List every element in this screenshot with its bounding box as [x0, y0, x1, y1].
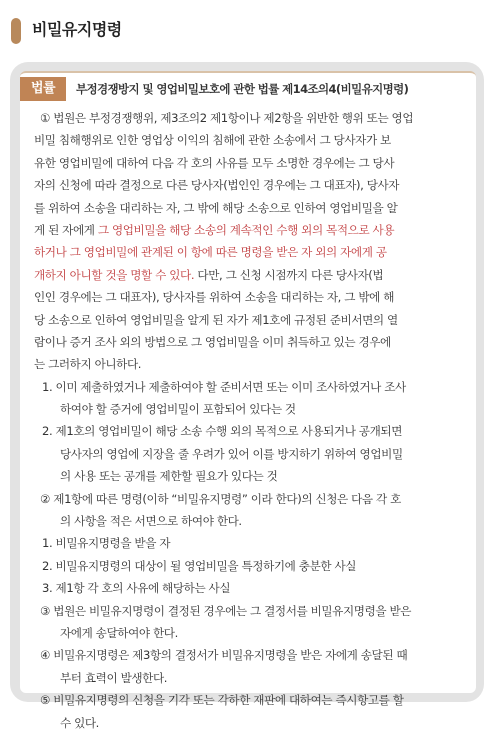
- highlighted-text: 그 영업비밀을 해당 소송의 계속적인 수행 외의 목적으로 사용: [97, 222, 395, 237]
- law-text: ④ 비밀유지명령은 제3항의 결정서가 비밀유지명령을 받은 자에게 송달된 때: [40, 648, 408, 663]
- law-title: 부정경쟁방지 및 영업비밀보호에 관한 법률 제14조의4(비밀유지명령): [76, 82, 409, 96]
- header-accent-bar: [11, 18, 21, 44]
- law-text: 자에게 송달하여야 한다.: [60, 625, 178, 640]
- page-header: [0, 0, 500, 52]
- law-text-line: [34, 197, 466, 219]
- law-text-line: [34, 510, 466, 532]
- law-text: 2. 제1호의 영업비밀이 해당 소송 수행 외의 목적으로 사용되거나 공개되면: [42, 424, 402, 439]
- law-text: 1. 비밀유지명령을 받을 자: [42, 536, 171, 551]
- law-text: 를 위하여 소송을 대리하는 자, 그 밖에 해당 소송으로 인하여 영업비밀을 알: [34, 200, 398, 215]
- law-text-line: [34, 241, 466, 263]
- highlighted-text: 개하지 아니할 것을 명할 수 있다.: [34, 267, 195, 282]
- law-text: 2. 비밀유지명령의 대상이 될 영업비밀을 특정하기에 충분한 사실: [42, 558, 357, 573]
- law-body: [34, 107, 466, 734]
- law-text-line: [34, 331, 466, 353]
- law-text: 비밀 침해행위로 인한 영업상 이익의 침해에 관한 소송에서 그 당사자가 보: [34, 133, 391, 148]
- law-tag: 법률: [20, 77, 66, 101]
- law-text-line: [34, 667, 466, 689]
- law-text: 하여야 할 증거에 영업비밀이 포함되어 있다는 것: [60, 402, 296, 417]
- law-text-line: [34, 555, 466, 577]
- law-text: 3. 제1항 각 호의 사유에 해당하는 사실: [42, 581, 231, 596]
- law-text: 부터 효력이 발생한다.: [60, 670, 168, 685]
- law-text: 자의 신청에 따라 결정으로 다른 당사자(법인인 경우에는 그 대표자), 당사자: [34, 178, 400, 193]
- law-text-line: [34, 443, 466, 465]
- law-text-line: [34, 286, 466, 308]
- law-text-line: [34, 107, 466, 129]
- law-text-line: [34, 376, 466, 398]
- law-text-line: [34, 398, 466, 420]
- law-text-line: [34, 129, 466, 151]
- law-text: 1. 이미 제출하였거나 제출하여야 할 준비서면 또는 이미 조사하였거나 조사: [42, 379, 406, 394]
- law-text: ⑤ 비밀유지명령의 신청을 기각 또는 각하한 재판에 대하여는 즉시항고를 할: [40, 693, 404, 708]
- law-text: 당사자의 영업에 지장을 줄 우려가 있어 이를 방지하기 위하여 영업비밀: [60, 446, 403, 461]
- law-text: 람이나 증거 조사 외의 방법으로 그 영업비밀을 이미 취득하고 있는 경우에: [34, 334, 391, 349]
- law-text-line: [34, 712, 466, 734]
- law-text: 의 사용 또는 공개를 제한할 필요가 있다는 것: [60, 469, 278, 484]
- highlighted-text: 하거나 그 영업비밀에 관계된 이 항에 따른 명령을 받은 자 외의 자에게 공: [34, 245, 387, 260]
- law-text: 게 된 자에게: [34, 222, 98, 237]
- page-title: 비밀유지명령: [32, 20, 122, 39]
- law-text-line: [34, 219, 466, 241]
- law-text-line: [34, 622, 466, 644]
- law-text-line: [34, 689, 466, 711]
- law-text-line: [34, 532, 466, 554]
- law-text-line: [34, 600, 466, 622]
- law-text-line: [34, 152, 466, 174]
- law-text: 당 소송으로 인하여 영업비밀을 알게 된 자가 제1호에 규정된 준비서면의 열: [34, 312, 398, 327]
- law-text: 유한 영업비밀에 대하여 다음 각 호의 사유를 모두 소명한 경우에는 그 당사: [34, 155, 395, 170]
- law-text: 는 그러하지 아니하다.: [34, 357, 142, 372]
- law-text-line: [34, 309, 466, 331]
- law-text: 수 있다.: [60, 715, 99, 730]
- law-text: ② 제1항에 따른 명령(이하 “비밀유지명령” 이라 한다)의 신청은 다음 각 호: [40, 491, 401, 506]
- law-text: ① 법원은 부정경쟁행위, 제3조의2 제1항이나 제2항을 위반한 행위 또는 영업: [40, 111, 414, 125]
- law-card: [20, 71, 476, 730]
- law-text: 인인 경우에는 그 대표자), 당사자를 위하여 소송을 대리하는 자, 그 밖에 해: [34, 290, 395, 305]
- law-text-line: [34, 174, 466, 196]
- law-text-line: [34, 264, 466, 286]
- law-text: ③ 법원은 비밀유지명령이 결정된 경우에는 그 결정서를 비밀유지명령을 받은: [40, 603, 412, 618]
- law-text-line: [34, 644, 466, 666]
- law-text-line: [34, 488, 466, 510]
- law-text-line: [34, 420, 466, 442]
- law-text-line: [34, 353, 466, 375]
- law-text-line: [34, 465, 466, 487]
- law-text: 다만, 그 신청 시점까지 다른 당사자(법: [194, 267, 384, 282]
- law-text: 의 사항을 적은 서면으로 하여야 한다.: [60, 514, 242, 529]
- law-text-line: [34, 577, 466, 599]
